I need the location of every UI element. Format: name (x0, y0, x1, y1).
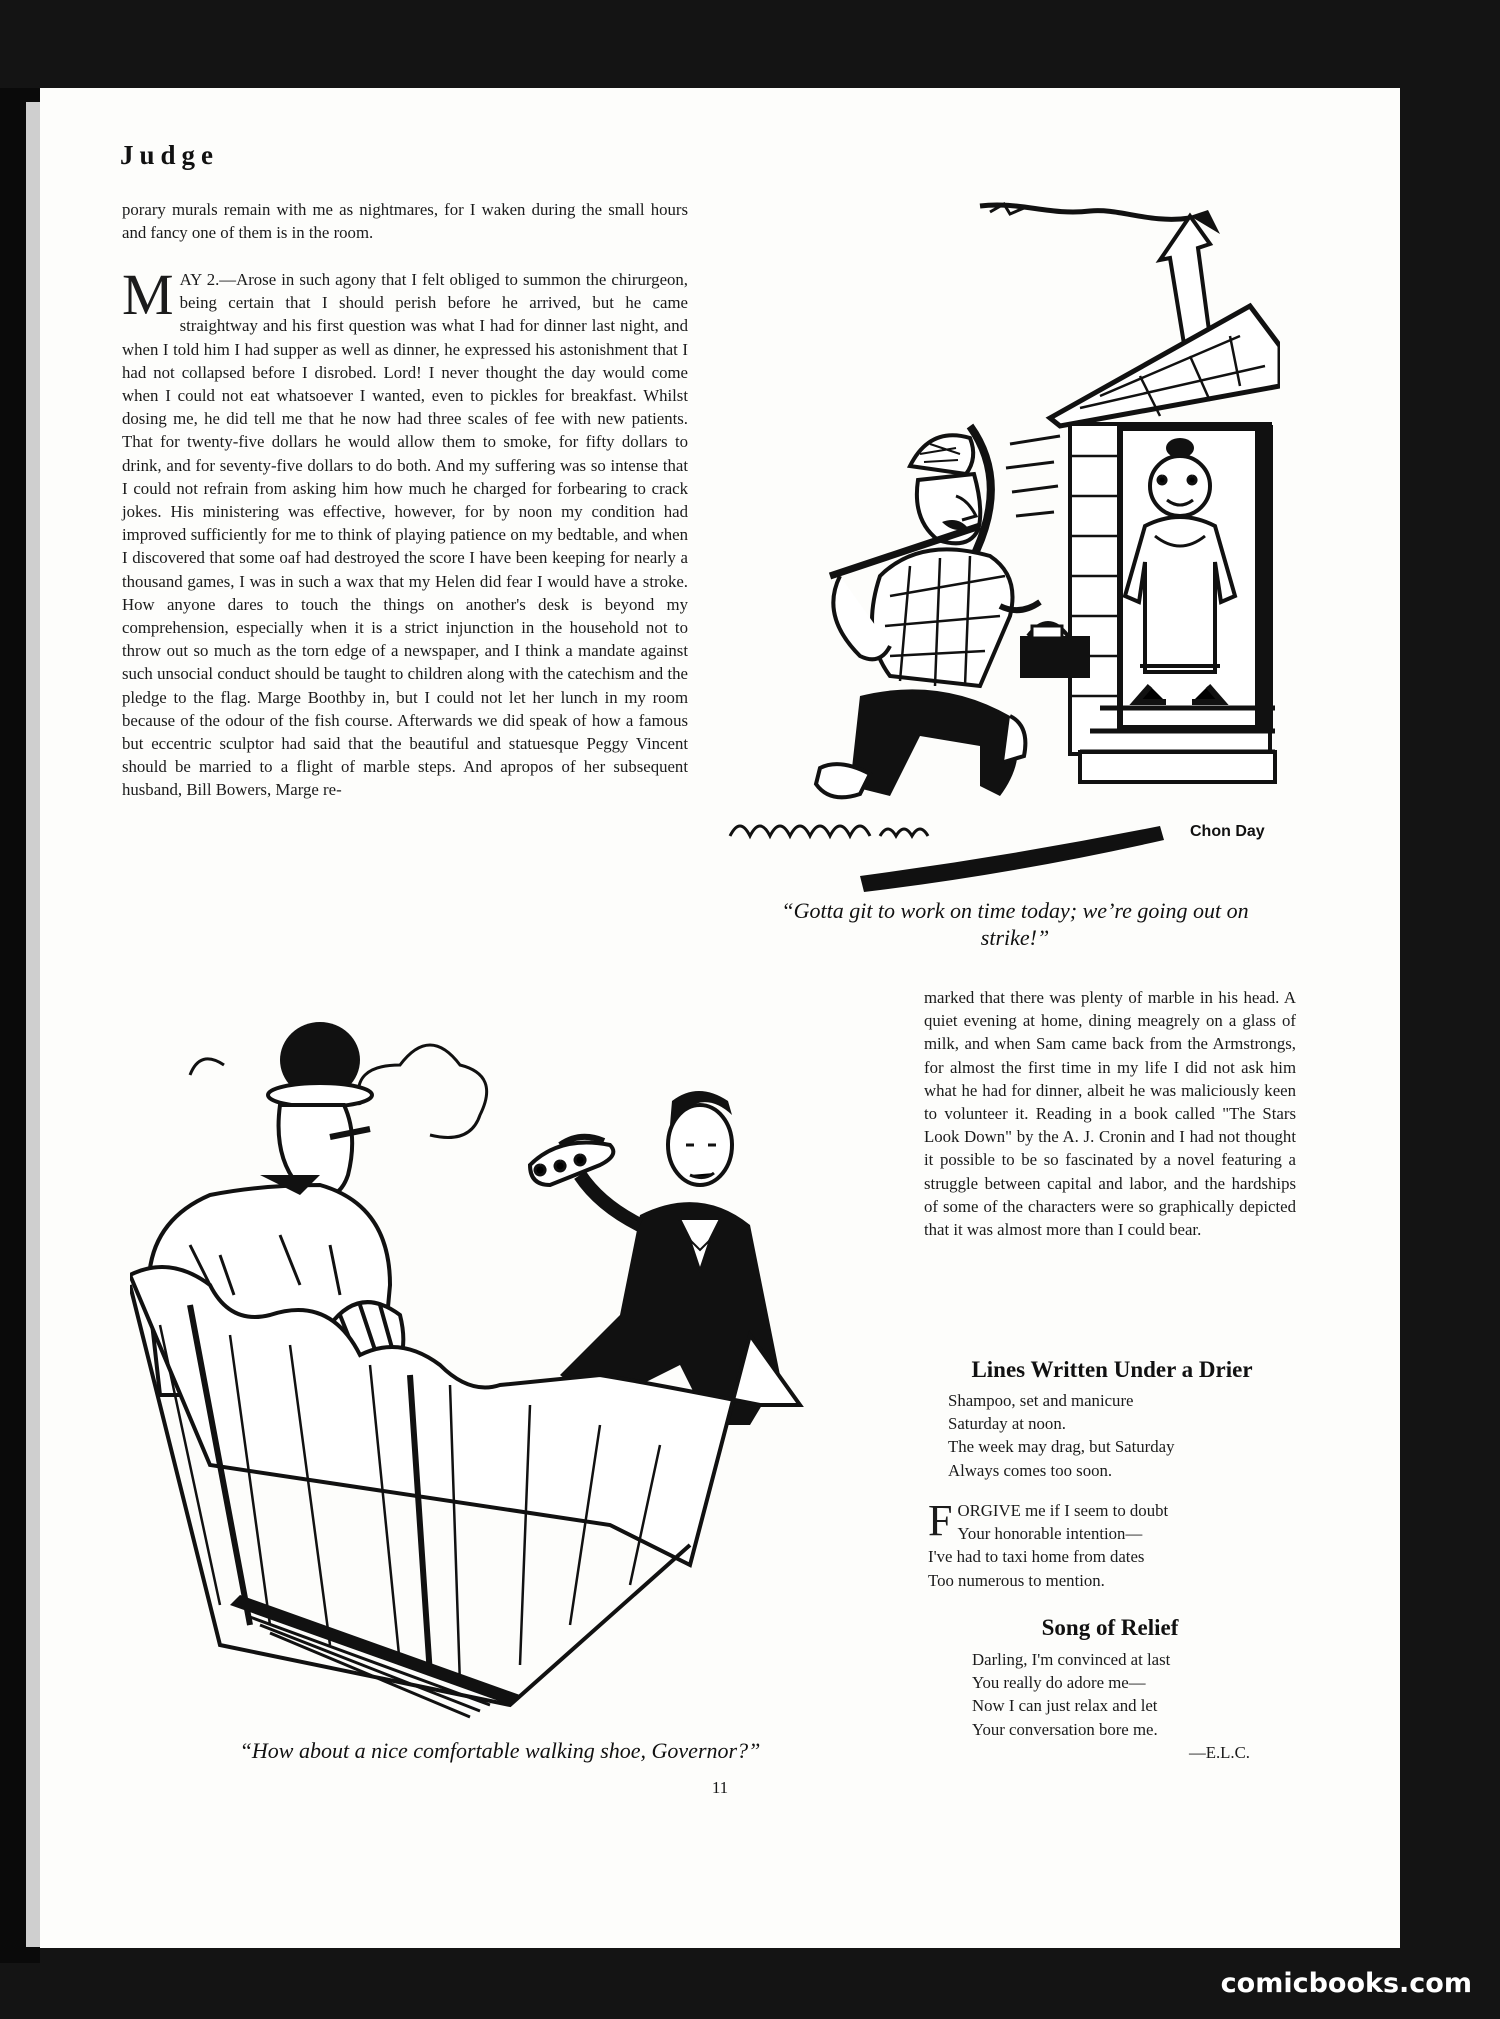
poem-line: Shampoo, set and manicure (948, 1391, 1134, 1410)
cartoon-signature: Chon Day (1190, 823, 1265, 840)
poem-forgive (928, 1496, 1298, 1592)
poem-line: ORGIVE me if I seem to doubt (957, 1501, 1169, 1520)
diary-entry-paragraph: AY 2.—Arose in such agony that I felt obliged to summon the chirurgeon, being certain that I should perish before he arrived, but he came straightway and his first question was what I had for dinner last night, and when I told him I had supper as well as dinner, he expressed his astonishment that I had not collapsed before I disrobed. Lord! I never thought the day would come when I could not eat whatsoever I wanted, even to pickles for breakfast. Whilst dosing me, he did tell me that he now had three scales of fee with new patients. That for twenty-five dollars he would allow them to smoke, for fifty dollars to drink, and for seventy-five dollars to do both. And my suffering was so intense that I could not refrain from asking him how much he charged for forbearing to crack jokes. His ministering was effective, however, for by noon my condition had improved sufficiently for me to think of playing patience on my bedtable, and when I discovered that some oaf had destroyed the score I have been keeping for nearly a thousand games, I was in such a wax that my Helen did fear I would have a stroke. How anyone dares to touch the things on another's desk is beyond my comprehension, especially when it is a strict injunction in the household not to throw out so much as the torn edge of a newspaper, and I think a mandate against such unsocial conduct should be taught to children along with the catechism and the pledge to the flag. Marge Boothby in, but I could not let her lunch in my room because of the odour of the fish course. Afterwards we did speak of how a famous but eccentric sculptor had said that the beautiful and statuesque Peggy Vincent should be married to a flight of marble steps. And apropos of her subsequent husband, Bill Bowers, Marge re- (122, 270, 688, 800)
page-spine (26, 102, 40, 1947)
poem-line: Your honorable intention— (957, 1524, 1143, 1544)
poem-forgive-dropcap: F (928, 1496, 953, 1545)
cartoon-top-caption: “Gotta git to work on time today; we’re going out on strike!” (781, 898, 1249, 950)
poem-title-relief: Song of Relief (1041, 1615, 1179, 1640)
cartoon-worker-illustration (720, 196, 1280, 896)
site-watermark: comicbooks.com (1220, 1968, 1472, 1999)
entry-dropcap: M (122, 262, 174, 327)
poem-signature: —E.L.C. (1188, 1742, 1250, 1762)
poem-line: Always comes too soon. (948, 1460, 1113, 1480)
diary-continuation-paragraph: marked that there was plenty of marble in his head. A quiet evening at home, dining meagrely on a glass of milk, and when Sam came back from the Armstrongs, for almost the first time in my life I did not ask him what he had for dinner, albeit he was maliciously keen to volunteer it. Reading in a book called "The Stars Look Down" by the A. J. Cronin and I had not thought it possible to be so fascinated by a novel featuring a struggle between capital and labor, and the hardships of some of the characters were so graphically depicted that it was almost more than I could bear. (924, 988, 1296, 1240)
poem-title-drier: Lines Written Under a Drier (971, 1357, 1253, 1382)
diary-intro-paragraph: porary murals remain with me as nightmares, for I waken during the small hours and fancy one of them is in the room. (122, 200, 688, 243)
diary-entry (122, 262, 688, 802)
diary-intro-text (122, 198, 688, 244)
poem-line: You really do adore me— (972, 1673, 1146, 1693)
poem-line: The week may drag, but Saturday (948, 1437, 1175, 1457)
poem-line: Now I can just relax and let (972, 1696, 1158, 1716)
poem-relief (972, 1648, 1282, 1764)
diary-continuation (924, 986, 1296, 1241)
page-number: 11 (711, 1778, 729, 1797)
cartoon-bottom-caption: “How about a nice comfortable walking shoe, Governor?” (239, 1738, 761, 1763)
cartoon-governor-illustration (130, 1005, 890, 1725)
poem-line: Your conversation bore me. (972, 1719, 1158, 1739)
poem-line: Saturday at noon. (948, 1414, 1066, 1434)
poem-line: I've had to taxi home from dates (928, 1547, 1145, 1567)
poem-drier (948, 1389, 1288, 1482)
poem-line: Too numerous to mention. (928, 1570, 1105, 1590)
magazine-header: Judge (120, 140, 220, 170)
poem-line: Darling, I'm convinced at last (972, 1650, 1171, 1669)
